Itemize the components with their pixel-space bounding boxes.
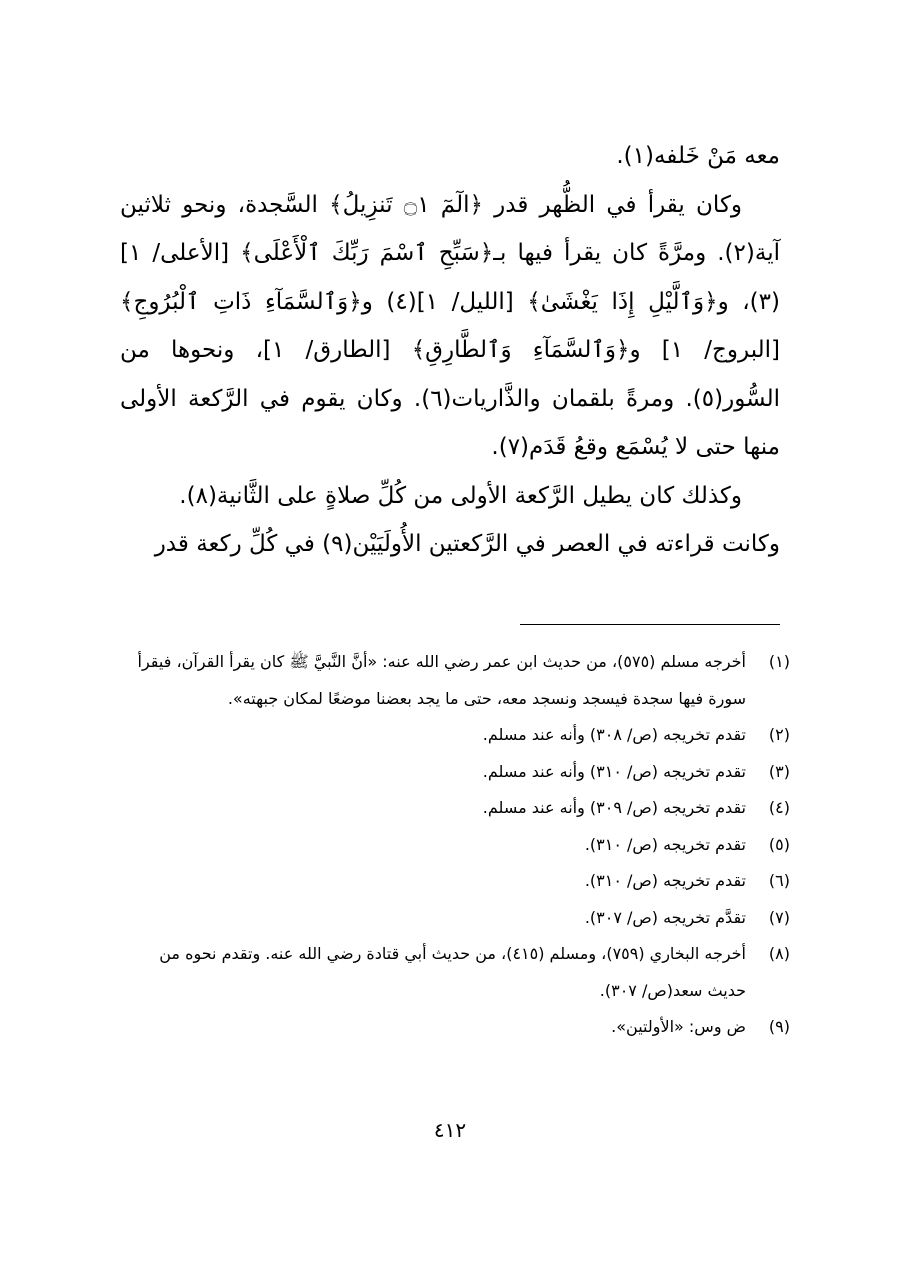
footnote-item	[120, 900, 790, 937]
footnote-item	[120, 790, 790, 827]
footnote-item	[120, 827, 790, 864]
paragraph-line-text: وكان يقرأ في الظُّهر قدر ﴿الٓمٓ ۝١ تَنزِيلُ﴾ السَّجدة، ونحو ثلاثين	[120, 191, 742, 218]
footnote-number: (٨)	[768, 944, 790, 963]
footnotes-list	[120, 644, 790, 1046]
footnote-text: ض وس: «الأولتين».	[611, 1017, 746, 1036]
footnote-text: تقدم تخريجه (ص/ ٣١٠).	[584, 871, 746, 890]
main-text	[120, 132, 780, 569]
paragraph-line: وكذلك كان يطيل الرَّكعة الأولى من كُلِّ صلاةٍ على الثَّانية(٨).	[179, 482, 742, 509]
footnote-text: تقدَّم تخريجه (ص/ ٣٠٧).	[584, 907, 746, 927]
footnote-number: (٢)	[768, 725, 790, 744]
paragraph-line	[120, 181, 780, 472]
paragraph-line-text: يقوم في الرَّكعة الأولى منها حتى لا يُسْمَع وقعُ قَدَم(٧).	[120, 385, 780, 460]
paragraph-line-text: آية(٢). ومرَّةً كان يقرأ فيها بـ﴿سَبِّحِ ٱسْمَ رَبِّكَ ٱلْأَعْلَى﴾ [الأعلى/ ١](٣)، و﴿وَٱلَّيْلِ	[120, 240, 780, 315]
footnote-item	[120, 644, 790, 717]
footnote-number: (٩)	[768, 1017, 790, 1036]
footnote-text: تقدم تخريجه (ص/ ٣١٠) وأنه عند مسلم.	[482, 761, 746, 781]
footnote-number: (٣)	[768, 761, 790, 781]
footnote-separator	[520, 624, 780, 625]
paragraph-line: وكانت قراءته في العصر في الرَّكعتين الأُولَيَيْن(٩) في كُلِّ ركعة قدر	[154, 531, 780, 557]
footnote-number: (١)	[768, 652, 790, 671]
paragraph-line-text: [الطارق/ ١]، ونحوها من السُّور(٥). ومرةً بلقمان والذَّاريات(٦). وكان	[120, 337, 781, 412]
footnote-number: (٤)	[768, 798, 790, 817]
footnote-item	[120, 863, 790, 900]
footnote-item	[120, 717, 790, 754]
footnote-text: أخرجه البخاري (٧٥٩)، ومسلم (٤١٥)، من حديث أبي قتادة رضي الله عنه. وتقدم نحوه من حديث سعد(ص/ ٣٠٧).	[159, 944, 746, 1000]
footnote-item	[120, 936, 790, 1009]
footnote-text: تقدم تخريجه (ص/ ٣١٠).	[584, 834, 746, 854]
footnote-item	[120, 1009, 790, 1046]
footnote-item	[120, 754, 790, 791]
footnote-number: (٥)	[768, 834, 790, 854]
paragraph-line-text: إِذَا يَغْشَىٰ﴾ [الليل/ ١](٤) و﴿وَٱلسَّمَآءِ ذَاتِ ٱلْبُرُوجِ﴾ [البروج/ ١] و﴿وَٱلسَّمَآءِ وَٱلطَّارِقِ﴾	[120, 288, 781, 363]
footnote-text: تقدم تخريجه (ص/ ٣٠٨) وأنه عند مسلم.	[482, 725, 746, 744]
footnote-number: (٦)	[768, 871, 790, 890]
page-number: ٤١٢	[433, 1118, 467, 1142]
paragraph-line: معه مَنْ خَلفه(١).	[616, 143, 780, 169]
footnote-text: أخرجه مسلم (٥٧٥)، من حديث ابن عمر رضي الله عنه: «أنَّ النَّبيَّ ﷺ كان يقرأ القرآن، فيقرأ سورة فيها سجدة فيسجد ونسجد معه، حتى ما يجد بعضنا موضعًا لمكان جبهته».	[137, 652, 746, 708]
footnote-number: (٧)	[768, 907, 790, 927]
footnote-text: تقدم تخريجه (ص/ ٣٠٩) وأنه عند مسلم.	[482, 798, 746, 817]
